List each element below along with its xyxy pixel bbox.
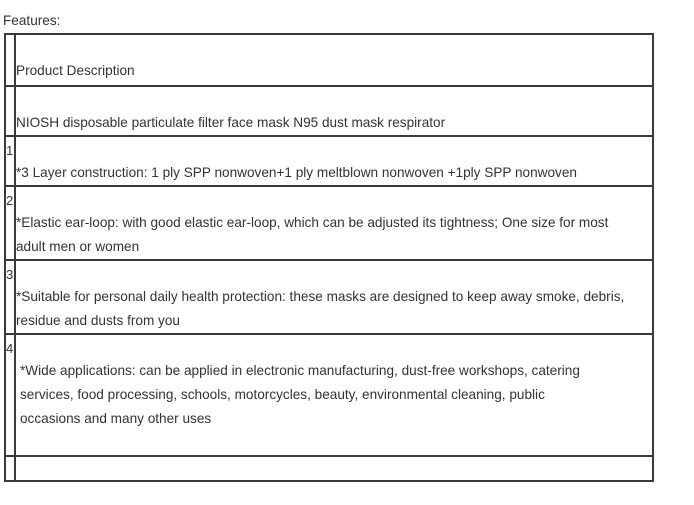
- feature-line: *Suitable for personal daily health protection: these masks are designed to keep away smoke, debris,: [16, 289, 625, 304]
- table-row: [6, 135, 652, 185]
- feature-text: [16, 211, 648, 259]
- feature-text: [16, 161, 577, 185]
- features-table: [4, 33, 654, 482]
- description-cell: [16, 87, 652, 135]
- feature-text: [16, 359, 620, 431]
- description-cell: [16, 35, 652, 85]
- features-heading: Features:: [3, 13, 61, 28]
- description-cell: [16, 335, 652, 455]
- feature-line: residue and dusts from you: [16, 313, 180, 328]
- table-row: [6, 333, 652, 455]
- feature-line: occasions and many other uses: [20, 411, 212, 426]
- table-row: [6, 185, 652, 259]
- row-number-cell: [6, 335, 16, 455]
- table-row: [6, 85, 652, 135]
- row-number: 1: [6, 143, 14, 158]
- row-number-cell: [6, 137, 16, 185]
- table-row: [6, 455, 652, 480]
- feature-text: [16, 285, 648, 333]
- feature-line: *3 Layer construction: 1 ply SPP nonwoven+1 ply meltblown nonwoven +1ply SPP nonwoven: [16, 165, 577, 180]
- feature-line: services, food processing, schools, motorcycles, beauty, environmental cleaning, public: [20, 387, 545, 402]
- row-number-cell: [6, 261, 16, 333]
- description-cell: [16, 457, 652, 480]
- feature-line: *Wide applications: can be applied in electronic manufacturing, dust-free workshops, catering: [20, 363, 580, 378]
- row-number: 2: [6, 193, 14, 208]
- description-cell: [16, 187, 652, 259]
- description-cell: [16, 261, 652, 333]
- feature-line: adult men or women: [16, 239, 140, 254]
- row-number: 4: [6, 341, 14, 356]
- description-cell: [16, 137, 652, 185]
- table-row: [6, 259, 652, 333]
- row-number-cell: [6, 35, 16, 85]
- row-number-cell: [6, 87, 16, 135]
- feature-line: *Elastic ear-loop: with good elastic ear-loop, which can be adjusted its tightness; One size for most: [16, 215, 609, 230]
- row-number: 3: [6, 267, 14, 282]
- row-number-cell: [6, 187, 16, 259]
- product-name: NIOSH disposable particulate filter face mask N95 dust mask respirator: [16, 115, 446, 130]
- product-description-header: Product Description: [16, 63, 135, 78]
- row-number-cell: [6, 457, 16, 480]
- table-row: [6, 35, 652, 85]
